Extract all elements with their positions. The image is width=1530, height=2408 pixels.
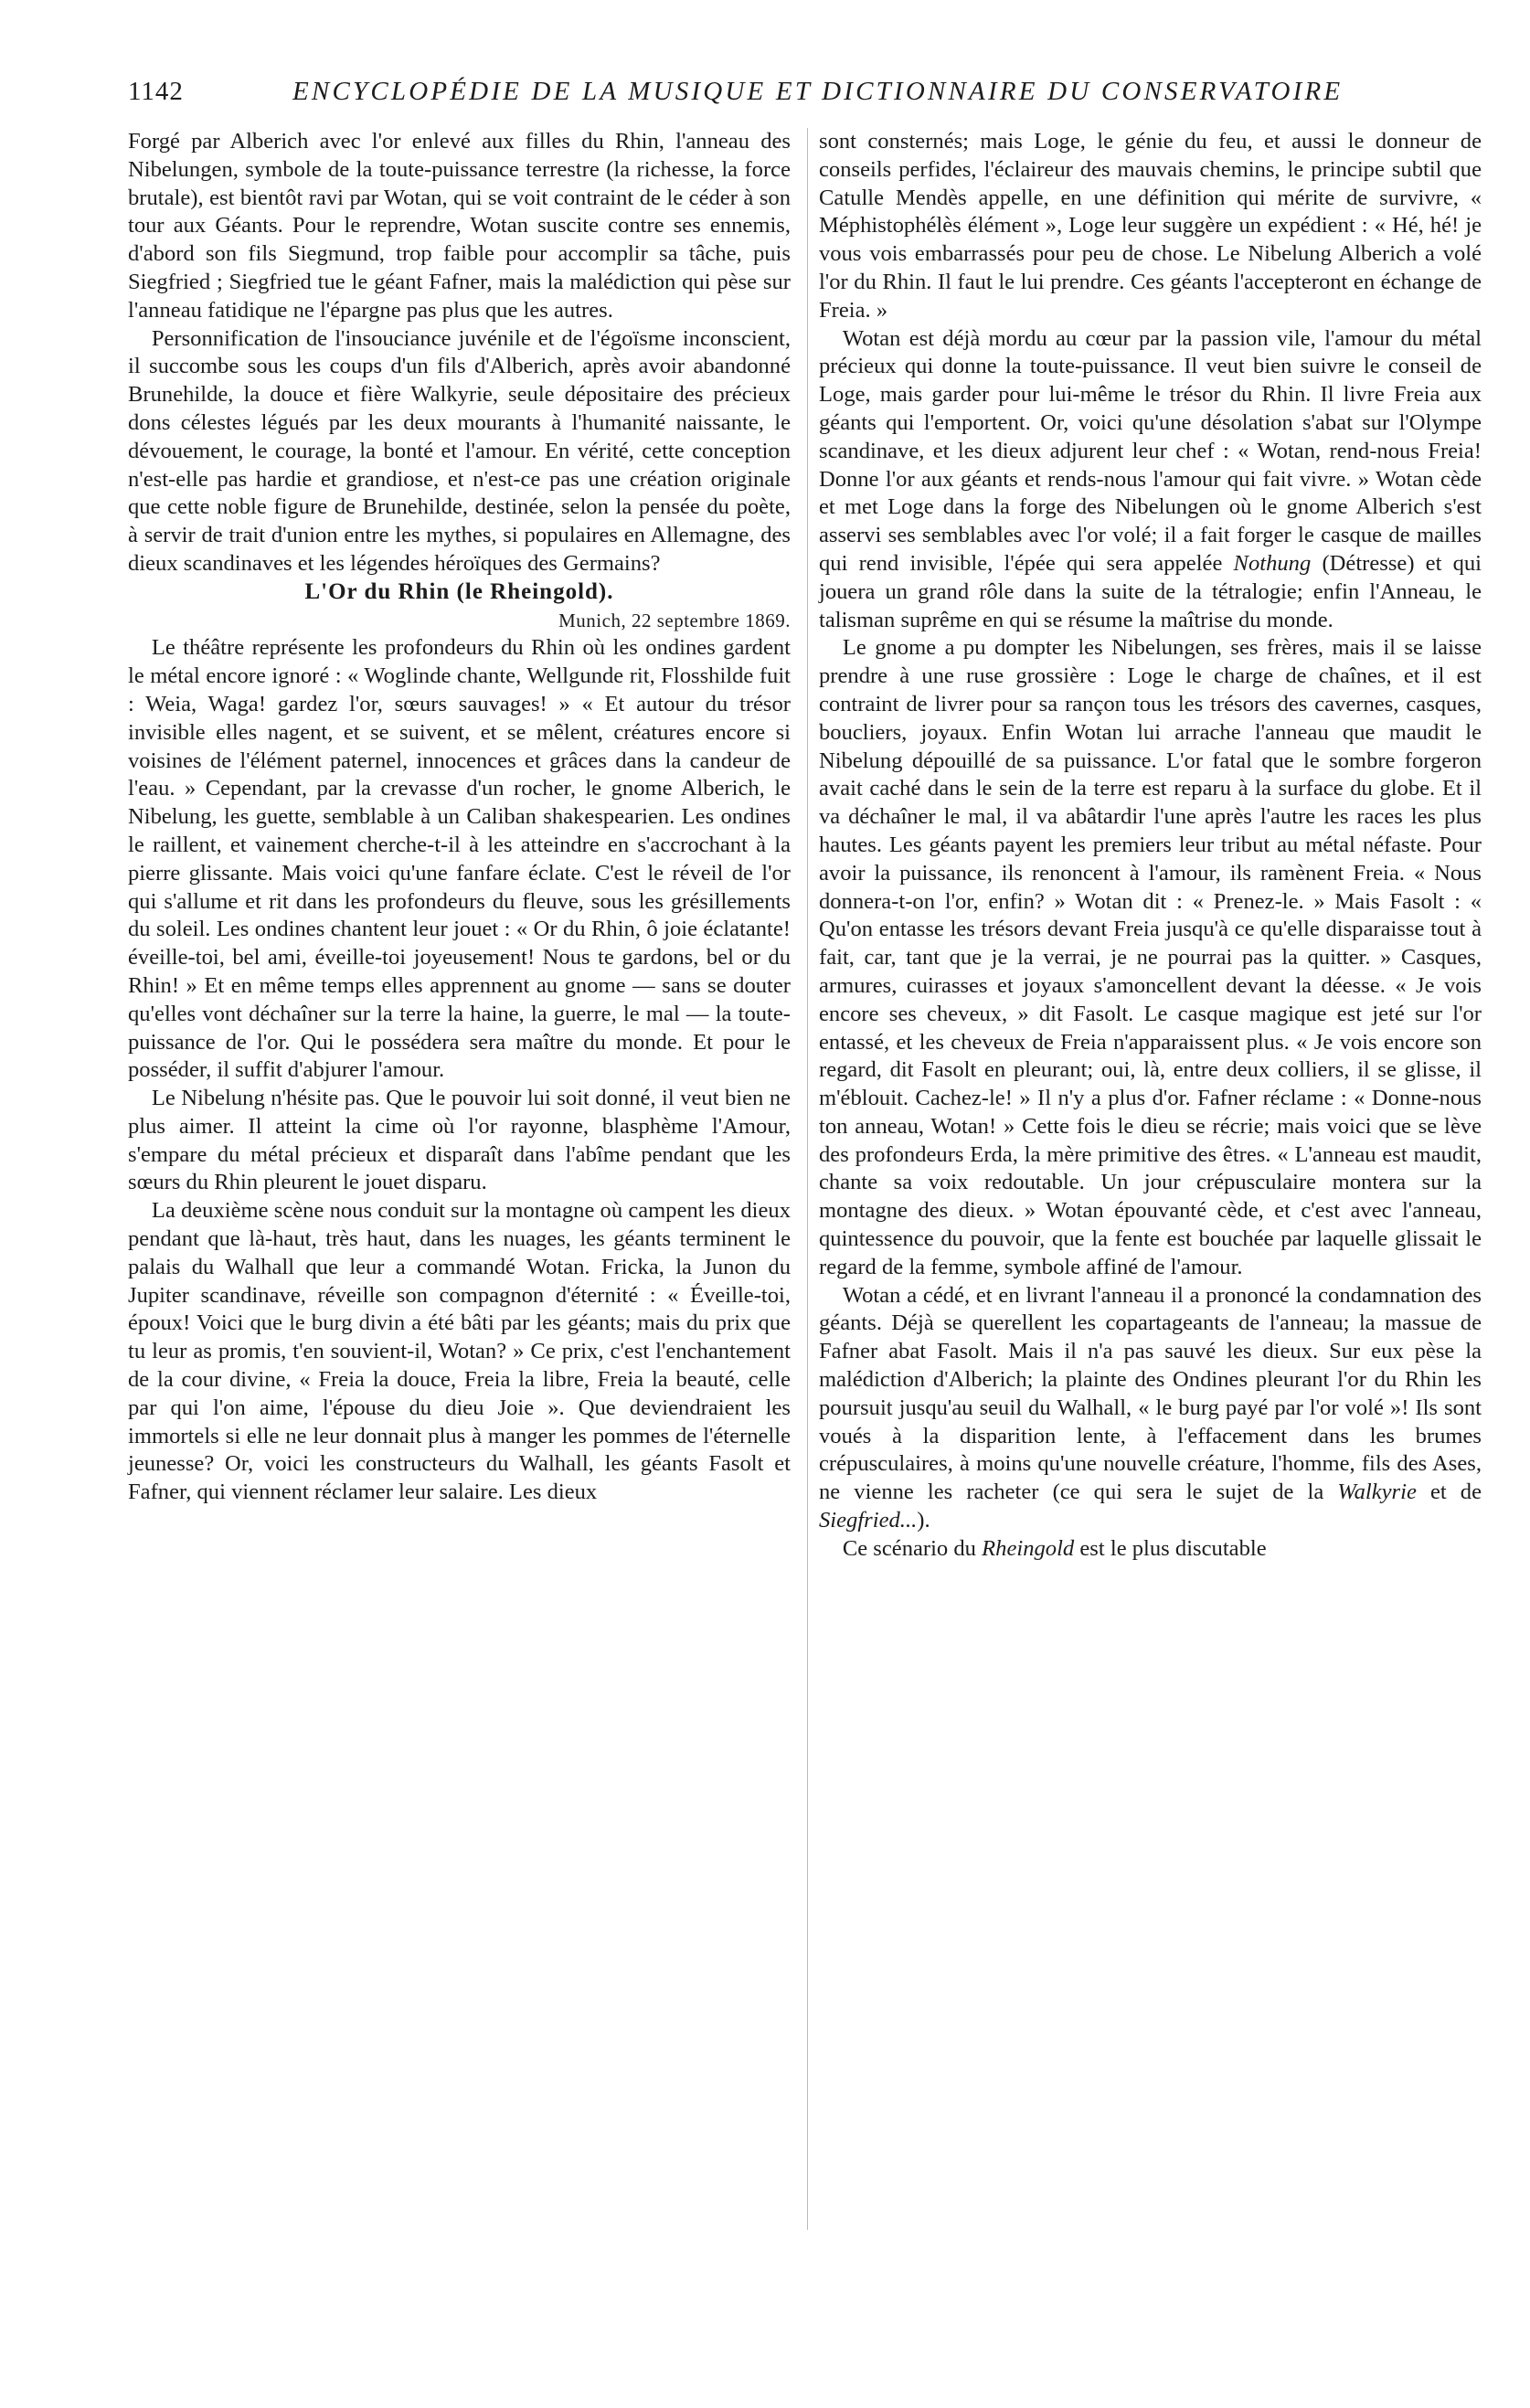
paragraph: Personnification de l'insouciance juvénile et de l'égoïsme inconscient, il succombe sous les coups d'un fils d'Alberich, après avoir abandonné Brunehilde, la douce et fière Walkyrie, seule dépositaire des précieux dons célestes légués par les deux mourants à l'humanité naissante, le dévouement, le courage, la bonté et l'amour. En vérité, cette conception n'est-elle pas hardie et grandiose, et n'est-ce pas une création originale que cette noble figure de Brunehilde, destinée, selon la pensée du poète, à servir de trait d'union entre les mythes, si populaires en Allemagne, des dieux scandinaves et les légendes héroïques des Germains? [128,325,791,576]
italic-title: Nothung [1233,550,1312,576]
section-title: L'Or du Rhin (le Rheingold). [304,578,614,604]
text-run: Wotan a cédé, et en livrant l'anneau il a prononcé la condamnation des géants. Déjà se querellent les copartageants de l'anneau; la massue de Fafner abat Fasolt. Mais il n'a pas sauvé les dieux. Sur eux pèse la malédiction d'Alberich; la plainte des Ondines pleurant l'or du Rhin les poursuit jusqu'au seuil du Walhall, « le burg payé par l'or volé »! Ils sont voués à la disparition lente, à l'effacement dans les brumes crépusculaires, à moins qu'une nouvelle créature, l'homme, fils des Ases, ne vienne les racheter (ce qui sera le sujet de la [819,1282,1482,1505]
text-run: (Détresse) et qui jouera un grand rôle dans la suite de la tétralogie; enfin l'Anneau, le talisman suprême en qui se résume la maîtrise du monde. [819,550,1482,632]
italic-title: Rheingold [982,1535,1075,1561]
page-header [128,77,1472,113]
right-column [819,128,1482,1564]
page-number: 1142 [128,77,184,106]
text-run: est le plus discutable [1079,1535,1267,1561]
running-title: ENCYCLOPÉDIE DE LA MUSIQUE ET DICTIONNAIRE DU CONSERVATOIRE [292,77,1344,106]
paragraph: Forgé par Alberich avec l'or enlevé aux filles du Rhin, l'anneau des Nibelungen, symbole de la toute-puissance terrestre (la richesse, la force brutale), est bientôt ravi par Wotan, qui se voit contraint de le céder à son tour aux Géants. Pour le reprendre, Wotan suscite contre ses ennemis, d'abord son fils Siegmund, trop faible pour accomplir sa tâche, puis Siegfried ; Siegfried tue le géant Fafner, mais la malédiction qui pèse sur l'anneau fatidique ne l'épargne pas plus que les autres. [128,129,791,323]
text-run: Wotan est déjà mordu au cœur par la passion vile, l'amour du métal précieux qui donne la toute-puissance. Il veut bien suivre le conseil de Loge, mais garder pour lui-même le trésor du Rhin. Il livre Freia aux géants qui l'emportent. Or, voici qu'une désolation s'abat sur l'Olympe scandinave, et les dieux adjurent leur chef : « Wotan, rend-nous Freia! Donne l'or aux géants et rends-nous l'amour qui fait vivre. » Wotan cède et met Loge dans la forge des Nibelungen où le gnome Alberich s'est asservi ses semblables avec l'or volé; il a fait forger le casque de mailles qui rend invisible, l'épée qui sera appelée [819,325,1482,576]
text-run: ). [917,1508,930,1533]
paragraph: Le théâtre représente les profondeurs du Rhin où les ondines gardent le métal encore ignoré : « Woglinde chante, Wellgunde rit, Flosshilde fuit : Weia, Waga! gardez l'or, sœurs sauvages! » « Et autour du trésor invisible elles nagent, et se suivent, et se mêlent, créatures encore si voisines de l'élément paternel, innocences et grâces dans la candeur de l'eau. » Cependant, par la crevasse d'un rocher, le gnome Alberich, le Nibelung, les guette, semblable à un Caliban shakespearien. Les ondines le raillent, et vainement cherche-t-il à les atteindre en s'accrochant à la pierre glissante. Mais voici qu'une fanfare éclate. C'est le réveil de l'or qui s'allume et rit dans les profondeurs du fleuve, sous les grésillements du soleil. Les ondines chantent leur jouet : « Or du Rhin, ô joie éclatante! éveille-toi, bel ami, éveille-toi joyeusement! Nous te gardons, bel or du Rhin! » Et en même temps elles apprennent au gnome — sans se douter qu'elles vont déchaîner sur la terre la haine, la guerre, le mal — la toute-puissance de l'or. Qui le possédera sera maître du monde. Et pour le posséder, il suffit d'abjurer l'amour. [128,635,791,1083]
paragraph: Le gnome a pu dompter les Nibelungen, ses frères, mais il se laisse prendre à une ruse grossière : Loge le charge de chaînes, et il est contraint de livrer pour sa rançon tous les trésors des cavernes, casques, boucliers, joyaux. Enfin Wotan lui arrache l'anneau que maudit le Nibelung dépouillé de sa puissance. L'or fatal que le sombre forgeron avait caché dans le sein de la terre est reparu à la surface du globe. Et il va déchaîner le mal, il va abâtardir l'une après l'autre les races les plus hautes. Les géants payent les premiers leur tribut au métal néfaste. Pour avoir la puissance, ils renoncent à l'amour, ils ramènent Freia. « Nous donnera-t-on l'or, enfin? » Wotan dit : « Prenez-le. » Mais Fasolt : « Qu'on entasse les trésors devant Freia jusqu'à ce qu'elle disparaisse tout à fait, car, tant que je la verrai, je ne pourrai pas la quitter. » Casques, armures, cuirasses et joyaux s'amoncellent devant la déesse. « Je vois encore ses cheveux, » dit Fasolt. Le casque magique est jeté sur l'or entassé, et les cheveux de Freia n'apparaissent plus. « Je vois encore son regard, dit Fasolt en pleurant; oui, là, entre deux colliers, il se glisse, il m'éblouit. Cachez-le! » Il n'y a plus d'or. Fafner réclame : « Donne-nous ton anneau, Wotan! » Cette fois le dieu se récrie; mais voici que se lève des profondeurs Erda, la mère primitive des êtres. « L'anneau est maudit, chante sa voix redoutable. Un jour crépusculaire montera sur la montagne des dieux. » Wotan épouvanté cède, et c'est avec l'anneau, quintessence du pouvoir, que la fente est bouchée par laquelle glissait le regard de la femme, symbole affiné de l'amour. [819,635,1482,1279]
paragraph [819,1535,1482,1564]
paragraph [819,325,1482,635]
italic-title: Walkyrie [1337,1480,1417,1505]
text-run: et de [1429,1480,1482,1505]
dateline: Munich, 22 septembre 1869. [558,609,791,631]
paragraph [819,1282,1482,1535]
paragraph: sont consternés; mais Loge, le génie du feu, et aussi le donneur de conseils perfides, l'éclaireur des mauvais chemins, le principe subtil que Catulle Mendès appelle, en une définition qui mérite de survivre, « Méphistophélès élément », Loge leur suggère un expédient : « Hé, hé! je vous vois embarrassés pour peu de chose. Le Nibelung Alberich a volé l'or du Rhin. Il faut le lui prendre. Ces géants l'accepteront en échange de Freia. » [819,129,1482,323]
text-run: Ce scénario du [842,1535,976,1561]
paragraph: Le Nibelung n'hésite pas. Que le pouvoir lui soit donné, il veut bien ne plus aimer. Il atteint la cime où l'or rayonne, blasphème l'Amour, s'empare du métal précieux et disparaît dans l'abîme pendant que les sœurs du Rhin pleurent le jouet disparu. [128,1086,791,1195]
italic-title: Siegfried... [819,1508,918,1533]
left-column [128,128,791,1507]
column-divider [807,128,808,2230]
paragraph: La deuxième scène nous conduit sur la montagne où campent les dieux pendant que là-haut, très haut, dans les nuages, les géants terminent le palais du Walhall que leur a commandé Wotan. Fricka, la Junon du Jupiter scandinave, réveille son compagnon d'éternité : « Éveille-toi, époux! Voici que le burg divin a été bâti par les géants; mais du prix que tu leur as promis, t'en souvient-il, Wotan? » Ce prix, c'est l'enchantement de la cour divine, « Freia la douce, Freia la libre, Freia la beauté, celle par qui l'on aime, l'épouse du dieu Joie ». Que deviendraient les immortels si elle ne leur donnait plus à manger les pommes de l'éternelle jeunesse? Or, voici les constructeurs du Walhall, les géants Fasolt et Fafner, qui viennent réclamer leur salaire. Les dieux [128,1198,791,1505]
